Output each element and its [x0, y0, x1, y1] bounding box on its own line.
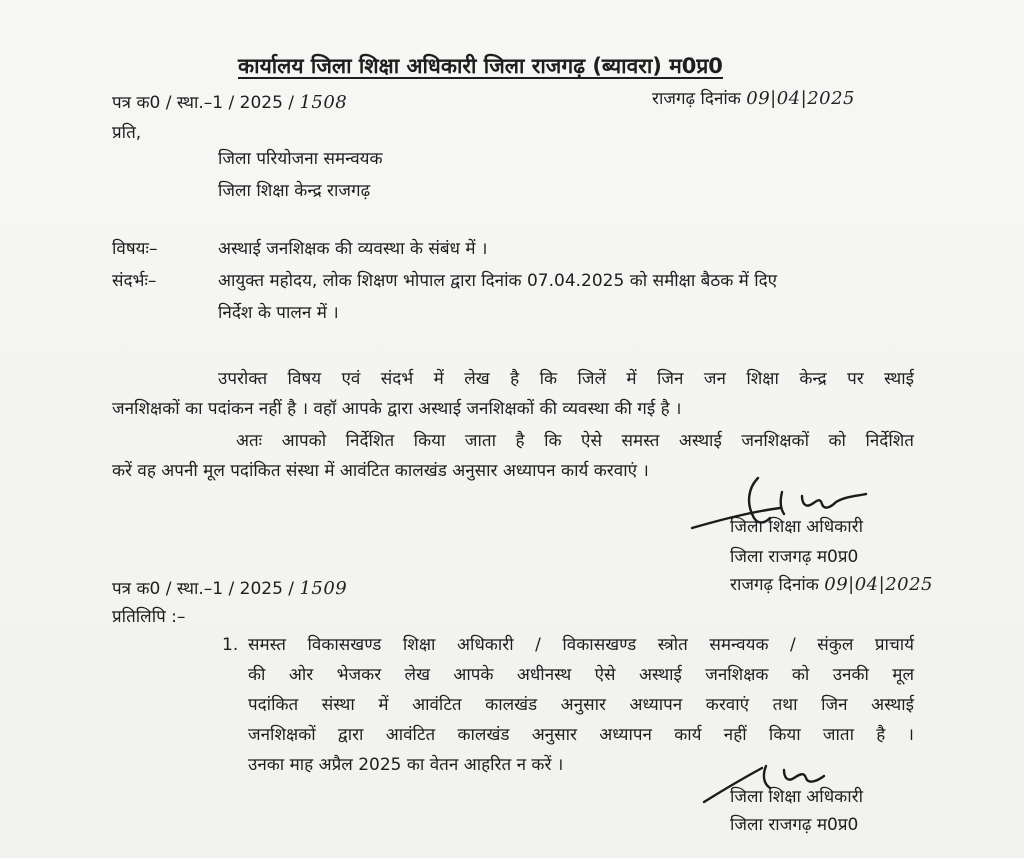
copy-item-line-4: जनशिक्षकों द्वारा आवंटित कालखंड अनुसार अध्यापन कार्य नहीं किया जाता है । [248, 725, 914, 745]
signature-1-place: जिला राजगढ़ म0प्र0 [730, 547, 859, 567]
copy-item-line-5: उनका माह अप्रैल 2025 का वेतन आहरित न करें । [248, 755, 564, 775]
signature-1-date-prefix: राजगढ़ दिनांक [730, 575, 819, 595]
body-para1-line1: उपरोक्त विषय एवं संदर्भ में लेख है कि जिलें में जिन जन शिक्षा केन्द्र पर स्थाई [218, 369, 914, 389]
signature-1-date [730, 574, 933, 596]
subject-text: अस्थाई जनशिक्षक की व्यवस्था के संबंध में । [218, 239, 488, 259]
signature-1-designation: जिला शिक्षा अधिकारी [730, 517, 863, 537]
reference-line-1: आयुक्त महोदय, लोक शिक्षण भोपाल द्वारा दिनांक 07.04.2025 को समीक्षा बैठक में दिए [218, 271, 778, 291]
signature-2-designation: जिला शिक्षा अधिकारी [730, 787, 863, 807]
letter-date-handwritten: 09|04|2025 [746, 88, 855, 109]
copy-item-line-2: की ओर भेजकर लेख आपके अधीनस्थ ऐसे अस्थाई जनशिक्षक को उनकी मूल [248, 665, 914, 685]
prati-label: प्रति, [112, 123, 142, 143]
copy-item-line-3: पदांकित संस्था में आवंटित कालखंड अनुसार अध्यापन करवाएं तथा जिन अस्थाई [248, 695, 914, 715]
body-para1-line2: जनशिक्षकों का पदांकन नहीं है । वहॉ आपके द्वारा अस्थाई जनशिक्षकों की व्यवस्था की गई है । [112, 399, 682, 419]
addressee-line-1: जिला परियोजना समन्वयक [218, 149, 383, 169]
reference-label: संदर्भः– [112, 271, 157, 291]
addressee-line-2: जिला शिक्षा केन्द्र राजगढ़ [218, 181, 371, 201]
reference-line-2: निर्देश के पालन में । [218, 303, 339, 323]
copy-letter-number [112, 578, 347, 600]
copy-item-line-1: समस्त विकासखण्ड शिक्षा अधिकारी / विकासखण्ड स्त्रोत समन्वयक / संकुल प्राचार्य [248, 635, 914, 655]
letter-number-handwritten: 1508 [299, 92, 348, 113]
pratilipi-label: प्रतिलिपि :– [112, 607, 186, 627]
signature-1-date-handwritten: 09|04|2025 [824, 574, 933, 595]
copy-item-number: 1. [222, 635, 239, 655]
letter-number [112, 92, 347, 114]
signature-2-place: जिला राजगढ़ म0प्र0 [730, 815, 859, 835]
office-title: कार्यालय जिला शिक्षा अधिकारी जिला राजगढ़ (ब्यावरा) म0प्र0 [238, 54, 723, 78]
subject-label: विषयः– [112, 239, 158, 259]
letter-date [652, 88, 855, 110]
letter-date-prefix: राजगढ़ दिनांक [652, 89, 741, 109]
body-para2-line1: अतः आपको निर्देशित किया जाता है कि ऐसे समस्त अस्थाई जनशिक्षकों को निर्देशित [236, 431, 914, 451]
body-para2-line2: करें वह अपनी मूल पदांकित संस्था में आवंटित कालखंड अनुसार अध्यापन कार्य करवाएं । [112, 461, 649, 481]
letter-number-prefix: पत्र क0 / स्था.–1 / 2025 / [112, 93, 295, 113]
copy-letter-number-handwritten: 1509 [299, 578, 348, 599]
copy-letter-number-prefix: पत्र क0 / स्था.–1 / 2025 / [112, 579, 295, 599]
